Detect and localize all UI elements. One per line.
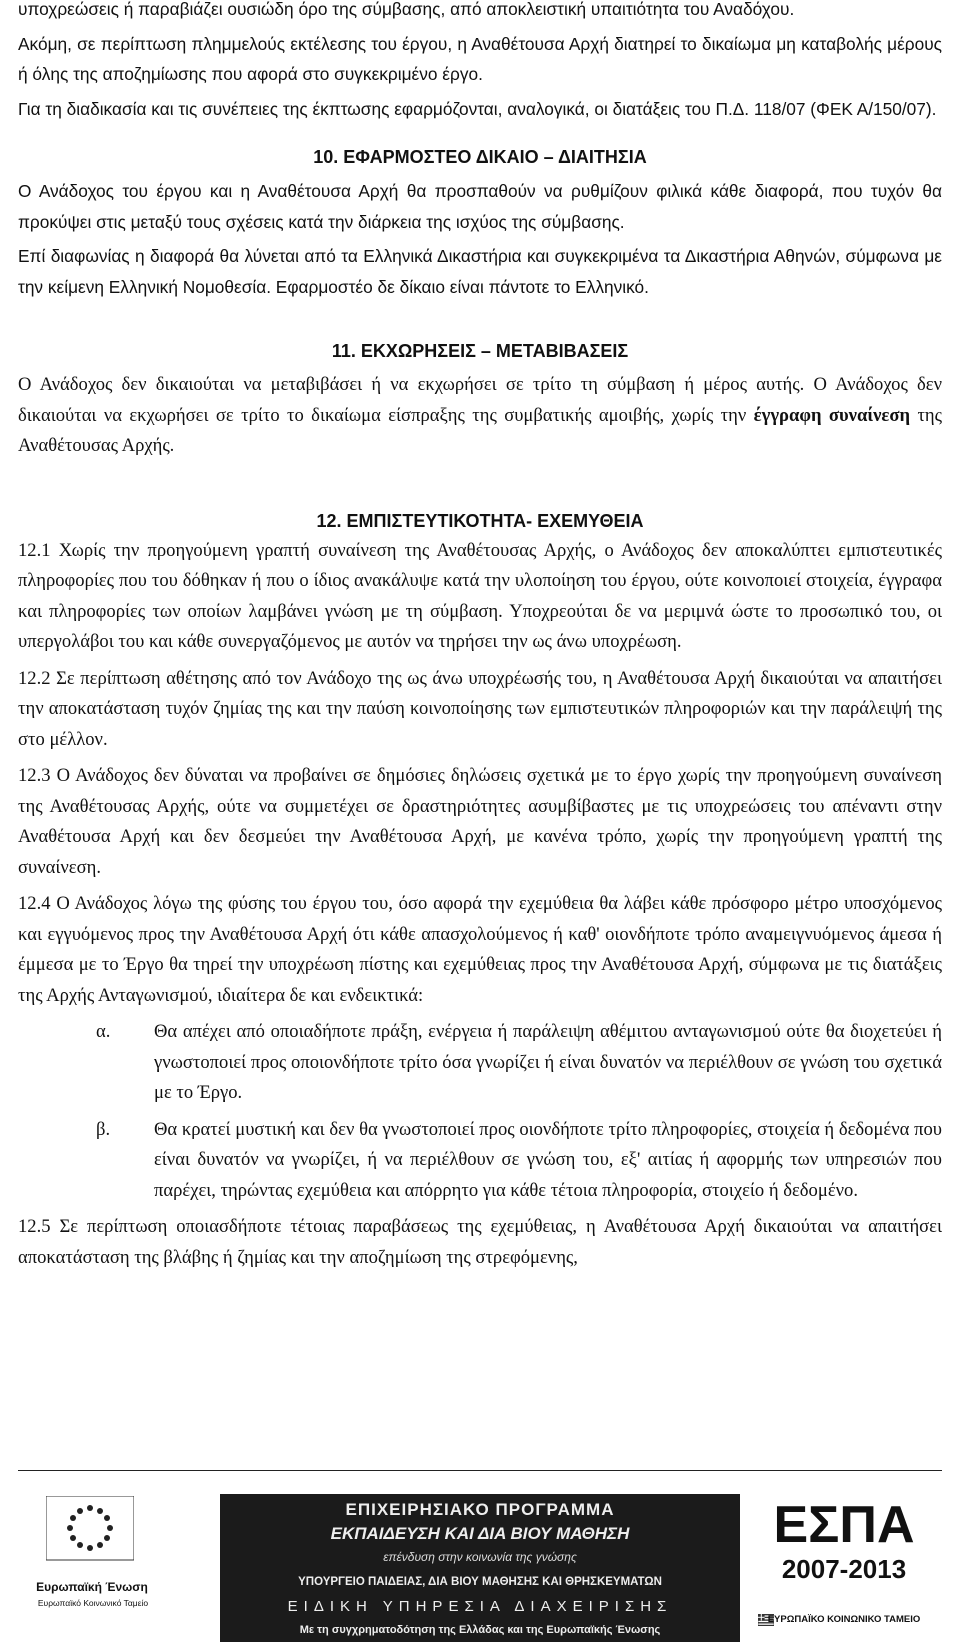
paragraph-assignments <box>18 370 942 462</box>
paragraph-12-2: 12.2 Σε περίπτωση αθέτησης από τον Ανάδοχο της ως άνω υποχρέωσής του, η Αναθέτουσα Αρχή δικαιούται να απαιτήσει την αποκατάσταση τυχόν ζημίας της και την παύση κοινοποίησης των εμπιστευτικών πληροφοριών και την παράλειψή της στο μέλλον. <box>18 667 942 750</box>
cofunding-note: Με τη συγχρηματοδότηση της Ελλάδας και της Ευρωπαϊκής Ένωσης <box>299 1624 661 1636</box>
section-heading-12: 12. ΕΜΠΙΣΤΕΥΤΙΚΟΤΗΤΑ- ΕΧΕΜΥΘΕΙΑ <box>316 510 644 531</box>
list-item-a-label: α. <box>96 1021 111 1042</box>
paragraph-forfeiture-procedure: Για τη διαδικασία και τις συνέπειες της έκπτωσης εφαρμόζονται, αναλογικά, οι διατάξεις του Π.Δ. 118/07 (ΦΕΚ Α/150/07). <box>18 98 937 119</box>
paragraph-12-1: 12.1 Χωρίς την προηγούμενη γραπτή συναίνεση της Αναθέτουσας Αρχής, ο Ανάδοχος δεν αποκαλύπτει εμπιστευτικές πληροφορίες που του δόθηκαν ή που ο ίδιος ανακάλυψε κατά την υλοποίηση του έργου, ούτε κοινοποιεί στοιχεία, έγγραφα και πληροφορίες των οποίων λαμβάνει γνώση με τη σύμβαση. Υποχρεούται δε να μεριμνά ώστε το προσωπικό του, οι υπεργολάβοι του και κάθε συνεργαζόμενος με αυτόν να τηρήσει την ως άνω υποχρέωση. <box>18 539 942 652</box>
espa-wordmark: ΕΣΠΑ <box>773 1496 915 1554</box>
list-item-b <box>96 1115 942 1207</box>
agency-name: ΕΙΔΙΚΗ ΥΠΗΡΕΣΙΑ ΔΙΑΧΕΙΡΙΣΗΣ <box>287 1598 673 1615</box>
paragraph-12-5: 12.5 Σε περίπτωση οποιασδήποτε τέτοιας παραβάσεως της εχεμύθειας, η Αναθέτουσα Αρχή δικαιούται να απαιτήσει αποκατάσταση της βλάβης ή ζημίας και την αποζημίωση της στρεφόμενης, <box>18 1216 942 1268</box>
document-body <box>18 0 942 1273</box>
assignments-text-end: της Αναθέτουσας Αρχής. <box>18 404 943 456</box>
program-panel <box>220 1494 740 1642</box>
eu-fund: Ευρωπαϊκό Κοινωνικό Ταμείο <box>37 1598 149 1608</box>
section-heading-10: 10. ΕΦΑΡΜΟΣΤΕΟ ΔΙΚΑΙΟ – ΔΙΑΙΤΗΣΙΑ <box>313 147 647 167</box>
section-heading-11: 11. ΕΚΧΩΡΗΣΕΙΣ – ΜΕΤΑΒΙΒΑΣΕΙΣ <box>331 341 629 361</box>
assignments-text-start: Ο Ανάδοχος δεν δικαιούται να μεταβιβάσει ή να εκχωρήσει σε τρίτο τη σύμβαση ή μέρος αυτής. Ο Ανάδοχος δεν δικαιούται να εκχωρήσει σε τρίτο το δικαίωμα είσπραξης της συμβατικής αμοιβής, χωρίς την <box>18 374 942 426</box>
paragraph-jurisdiction: Επί διαφωνίας η διαφορά θα λύνεται από τα Ελληνικά Δικαστήρια και συγκεκριμένα τα Δικαστήρια Αθηνών, σύμφωνα με την κείμενη Ελληνική Νομοθεσία. Εφαρμοστέο δε δίκαιο είναι πάντοτε το Ελληνικό. <box>18 246 942 297</box>
footer-divider <box>18 1470 942 1471</box>
eu-name: Ευρωπαϊκή Ένωση <box>36 1580 148 1594</box>
program-title-2: ΕΚΠΑΙΔΕΥΣΗ ΚΑΙ ΔΙΑ ΒΙΟΥ ΜΑΘΗΣΗ <box>330 1524 630 1543</box>
espa-fund-name: ΕΥΡΩΠΑΪΚΟ ΚΟΙΝΩΝΙΚΟ ΤΑΜΕΙΟ <box>767 1614 921 1625</box>
paragraph-poor-execution: Ακόμη, σε περίπτωση πλημμελούς εκτέλεσης του έργου, η Αναθέτουσα Αρχή διατηρεί το δικαίωμα μη καταβολής μέρους ή όλης της αποζημίωσης που αφορά στο συγκεκριμένο έργο. <box>18 33 942 84</box>
program-title-1: ΕΠΙΧΕΙΡΗΣΙΑΚΟ ΠΡΟΓΡΑΜΜΑ <box>345 1500 615 1519</box>
funding-banner <box>28 1488 932 1642</box>
list-item-a <box>96 1017 942 1109</box>
list-item-b-text: Θα κρατεί μυστική και δεν θα γνωστοποιεί προς οιονδήποτε τρίτο πληροφορίες, στοιχεία ή δεδομένα που είναι δυνατόν να γνωρίζει, ή να περιέλθουν σε γνώση του, εξ' αιτίας ή αφορμής των υπηρεσιών που παρέχει, τηρώντας εχεμύθεια και απόρρητο για κάθε τέτοια πληροφορία, στοιχείο ή δεδομένο. <box>154 1118 942 1201</box>
eu-flag-icon <box>46 1496 134 1576</box>
ministry-name: ΥΠΟΥΡΓΕΙΟ ΠΑΙΔΕΙΑΣ, ΔΙΑ ΒΙΟΥ ΜΑΘΗΣΗΣ ΚΑΙ ΘΡΗΣΚΕΥΜΑΤΩΝ <box>298 1576 662 1588</box>
paragraph-12-4: 12.4 Ο Ανάδοχος λόγω της φύσης του έργου του, όσο αφορά την εχεμύθεια θα λάβει κάθε πρόσφορο μέτρο υποσχόμενος και εγγυόμενος προς την Αναθέτουσα Αρχή ότι κάθε απασχολούμενος ή καθ' οιονδήποτε τρόπο αναμειγνυόμενος άμεσα ή έμμεσα με το Έργο θα τηρεί την υποχρέωση πίστης και εχεμύθειας προς την Αναθέτουσα Αρχή, σύμφωνα με τις διατάξεις της Αρχής Ανταγωνισμού, ιδιαίτερα δε και ενδεικτικά: <box>18 893 942 1006</box>
espa-years: 2007-2013 <box>781 1554 907 1584</box>
paragraph-12-3: 12.3 Ο Ανάδοχος δεν δύναται να προβαίνει σε δημόσιες δηλώσεις σχετικά με το έργο χωρίς την προηγούμενη συναίνεση της Αναθέτουσας Αρχής, ούτε να συμμετέχει σε δραστηριότητες ασυμβίβαστες με τις υποχρεώσεις του απέναντι στην Αναθέτουσα Αρχή και δεν δεσμεύει την Αναθέτουσα Αρχή, με κανένα τρόπο, χωρίς την προηγούμενη γραπτή της συναίνεση. <box>18 765 942 878</box>
program-slogan: επένδυση στην κοινωνία της γνώσης <box>383 1550 577 1564</box>
list-item-a-text: Θα απέχει από οποιαδήποτε πράξη, ενέργεια ή παράλειψη αθέμιτου ανταγωνισμού ούτε θα διοχετεύει ή γνωστοποιεί προς οποιονδήποτε τρίτο όσα γνωρίζει ή είναι δυνατόν να περιέλθουν σε γνώση του σχετικά με το Έργο. <box>154 1021 942 1103</box>
assignments-text-bold: έγγραφη συναίνεση <box>753 404 911 426</box>
espa-logo <box>758 1496 930 1636</box>
paragraph-amicable-settlement: Ο Ανάδοχος του έργου και η Αναθέτουσα Αρχή θα προσπαθούν να ρυθμίζουν φιλικά κάθε διαφορά, που τυχόν θα προκύψει στις μεταξύ τους σχέσεις κατά την διάρκεια της ισχύος της σύμβασης. <box>18 181 942 232</box>
list-item-b-label: β. <box>96 1118 111 1140</box>
paragraph-continued: υποχρεώσεις ή παραβιάζει ουσιώδη όρο της σύμβασης, από αποκλειστική υπαιτιότητα του Αναδόχου. <box>18 0 795 19</box>
